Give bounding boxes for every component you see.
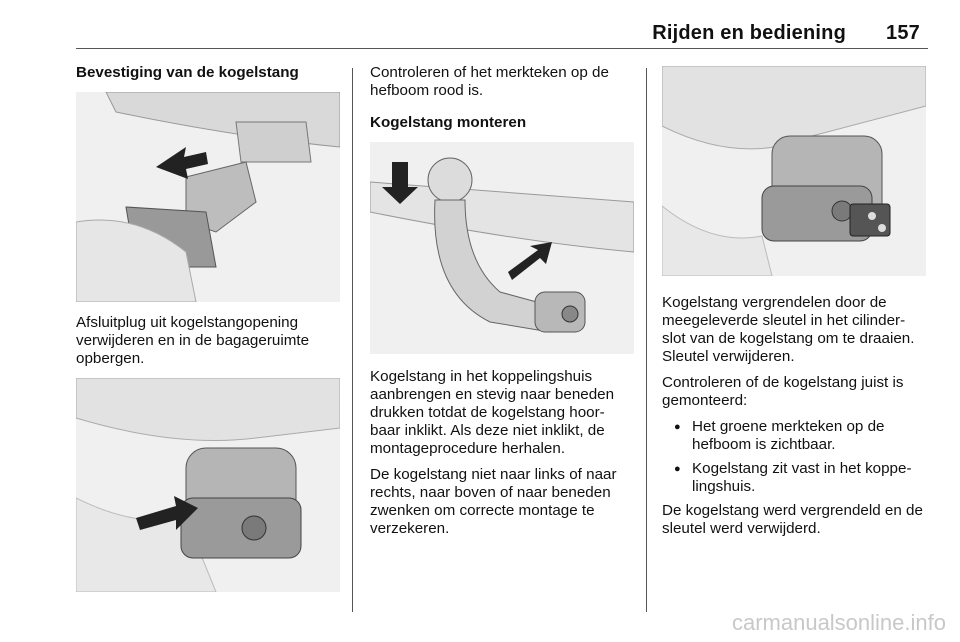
- section-heading-attachment: Bevestiging van de kogelstang: [76, 64, 299, 81]
- column-3: [662, 64, 926, 546]
- bullet-green-mark: Het groene merkteken op de hefboom is zichtbaar.: [692, 418, 885, 453]
- section-title: Rijden en bediening: [652, 22, 847, 44]
- column-divider-1: [352, 68, 353, 612]
- paragraph-locked: De kogelstang werd vergrendeld en de sleutel werd verwijderd.: [662, 502, 923, 537]
- column-divider-2: [646, 68, 647, 612]
- page-number: 157: [886, 22, 920, 44]
- watermark: carmanualsonline.info: [731, 610, 946, 635]
- paragraph-check-mounted: Controleren of de kogelstang juist is gemonteerd:: [662, 374, 904, 409]
- column-1: [76, 64, 340, 604]
- illustration-plug-removal: [76, 92, 340, 302]
- paragraph-lock: Kogelstang vergrendelen door de meegeleverde sleutel in het cilinder-slot van de kogelstang om te draaien. Sleutel verwijderen.: [662, 294, 915, 365]
- paragraph-insert: Kogelstang in het koppelingshuis aanbrengen en stevig naar beneden drukken totdat de kogelstang hoor-baar inklikt. Als deze niet inklikt, de montageprocedure herhalen.: [370, 368, 615, 457]
- illustration-locking-key: [662, 66, 926, 276]
- paragraph-no-swing: De kogelstang niet naar links of naar rechts, naar boven of naar beneden zwenken om correcte montage te verzekeren.: [370, 466, 617, 537]
- list-item: [662, 418, 926, 454]
- header-rule: [76, 48, 928, 49]
- list-item: [662, 460, 926, 496]
- column-2: [370, 64, 634, 546]
- illustration-ball-mounting: [370, 142, 634, 354]
- section-heading-mounting: Kogelstang monteren: [370, 114, 527, 131]
- page-title: [652, 22, 920, 45]
- bullet-fixed: Kogelstang zit vast in het koppe-lingshuis.: [692, 460, 912, 495]
- illustration-coupling-housing: [76, 378, 340, 592]
- paragraph-plug: Afsluitplug uit kogelstangopening verwijderen en in de bagageruimte opbergen.: [76, 314, 310, 367]
- paragraph-check-red: Controleren of het merkteken op de hefboom rood is.: [370, 64, 609, 99]
